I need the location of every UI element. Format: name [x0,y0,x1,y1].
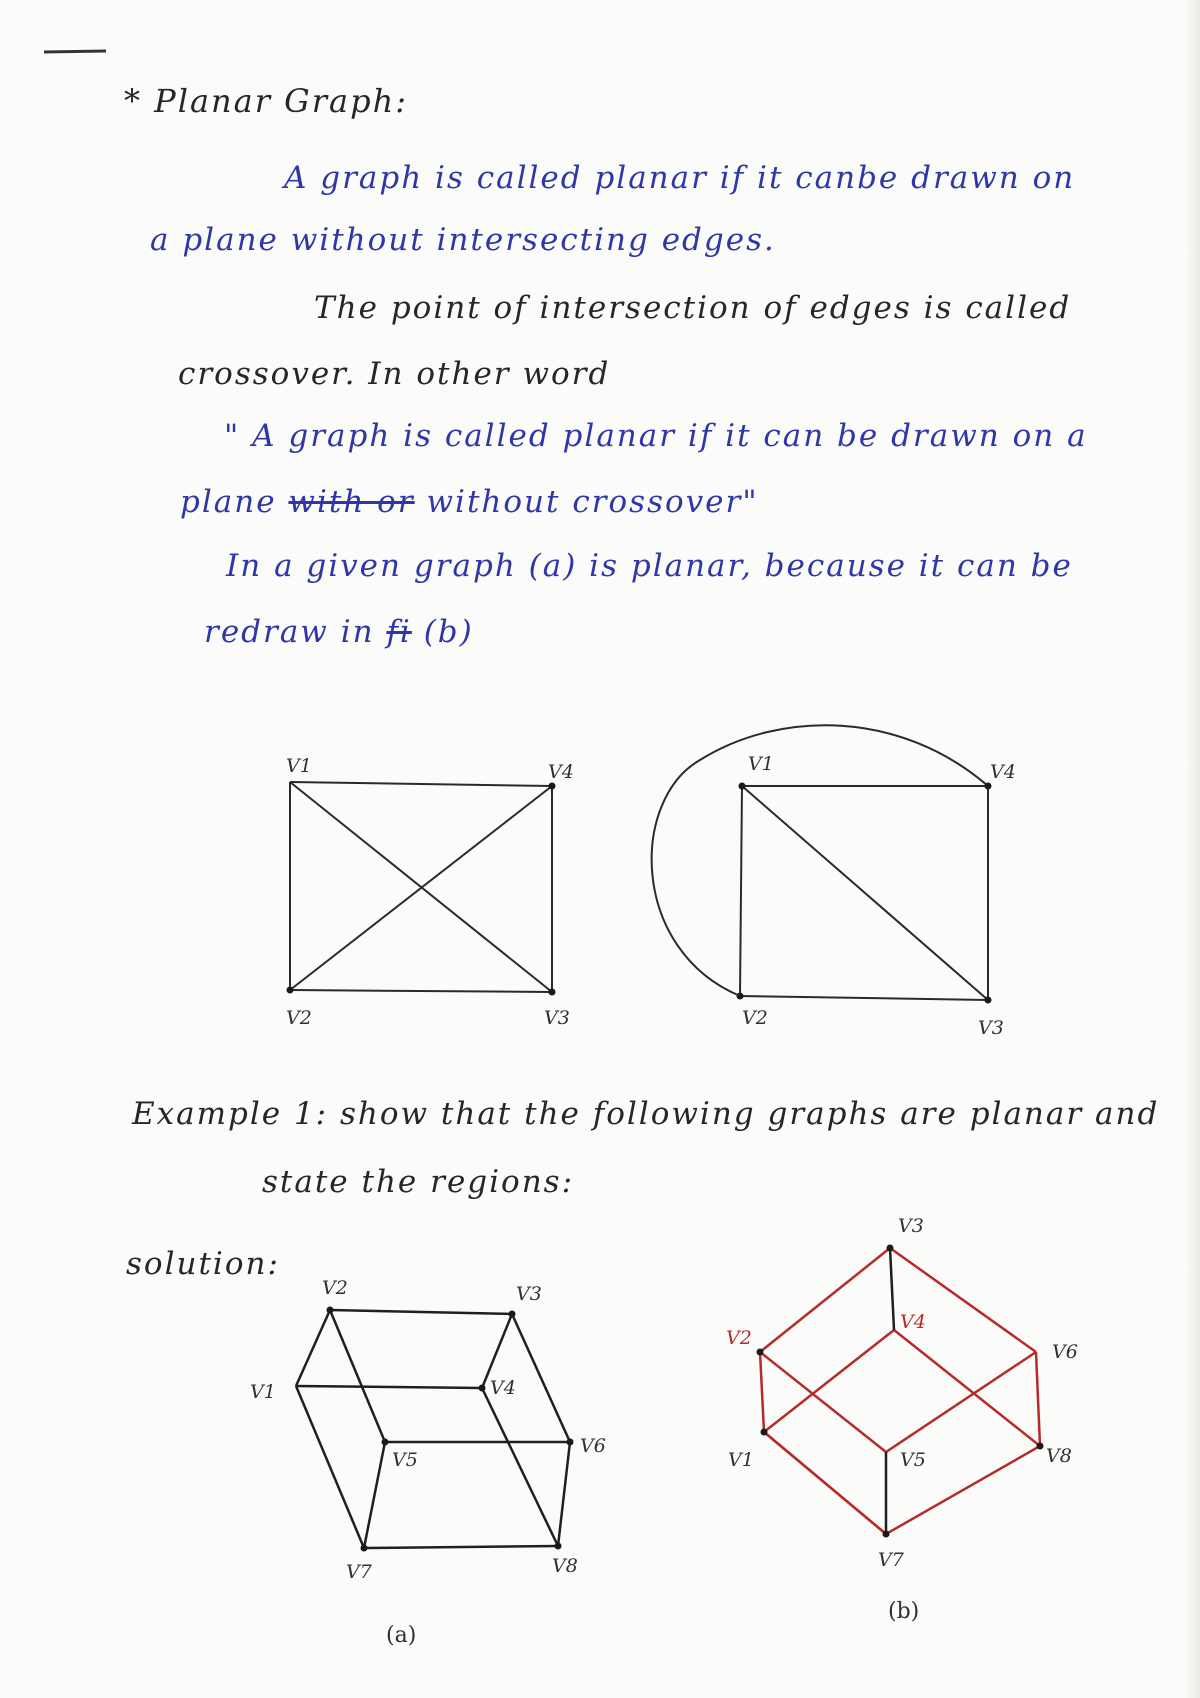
redraw-text: redraw in [204,614,375,650]
fig-b-label-v1: V1 [728,1449,754,1471]
fig-b-label-v4: V4 [900,1311,926,1333]
solution-label: solution: [126,1246,280,1282]
definition-line-1: A graph is called planar if it canbe drawn on [284,160,1076,196]
figure-top-left [290,782,552,992]
figure-b-black [886,1248,894,1534]
fig-tl-label-v1: V1 [286,755,312,777]
crossover-line-1: The point of intersection of edges is called [314,290,1072,326]
example-line-2: state the regions: [262,1164,575,1200]
fig-b-label-v5: V5 [900,1449,926,1471]
quote-line-1: " A graph is called planar if it can be drawn on a [224,418,1088,454]
fig-a-label-v5: V5 [392,1449,418,1471]
figure-top-right [652,725,988,1000]
fig-tl-label-v4: V4 [548,761,574,783]
fig-b-label-v3: V3 [898,1215,924,1237]
page-heading: * Planar Graph: [124,82,408,120]
quote-word-plane: plane [180,484,277,520]
crossover-line-2: crossover. In other word [178,356,611,392]
redraw-struck-text: fi [386,614,412,650]
fig-a-caption: (a) [386,1623,417,1648]
fig-a-label-v2: V2 [322,1277,348,1299]
redraw-tail: (b) [423,614,474,650]
fig-a-label-v1: V1 [250,1381,276,1403]
fig-b-caption: (b) [888,1599,920,1624]
example-line-1: Example 1: show that the following graphs are planar and [132,1096,1160,1132]
fig-a-label-v7: V7 [346,1561,372,1583]
fig-a-label-v4: V4 [490,1377,516,1399]
figure-b-red [760,1248,1040,1534]
fig-tr-label-v3: V3 [978,1017,1004,1039]
fig-tl-label-v3: V3 [544,1007,570,1029]
fig-b-label-v6: V6 [1052,1341,1078,1363]
quote-tail: without crossover" [426,484,759,520]
figure-a [296,1310,570,1548]
fig-tl-label-v2: V2 [286,1007,312,1029]
fig-a-label-v8: V8 [552,1555,578,1577]
fig-a-label-v6: V6 [580,1435,606,1457]
fig-a-label-v3: V3 [516,1283,542,1305]
fig-tr-label-v1: V1 [748,753,774,775]
definition-line-2: a plane without intersecting edges. [150,222,776,258]
redraw-line-1: In a given graph (a) is planar, because it can be [226,548,1073,584]
quote-struck-text: with or [288,484,415,520]
fig-tr-label-v2: V2 [742,1007,768,1029]
fig-b-label-v8: V8 [1046,1445,1072,1467]
fig-tr-label-v4: V4 [990,761,1016,783]
fig-b-label-v2: V2 [726,1327,752,1349]
fig-b-label-v7: V7 [878,1549,904,1571]
